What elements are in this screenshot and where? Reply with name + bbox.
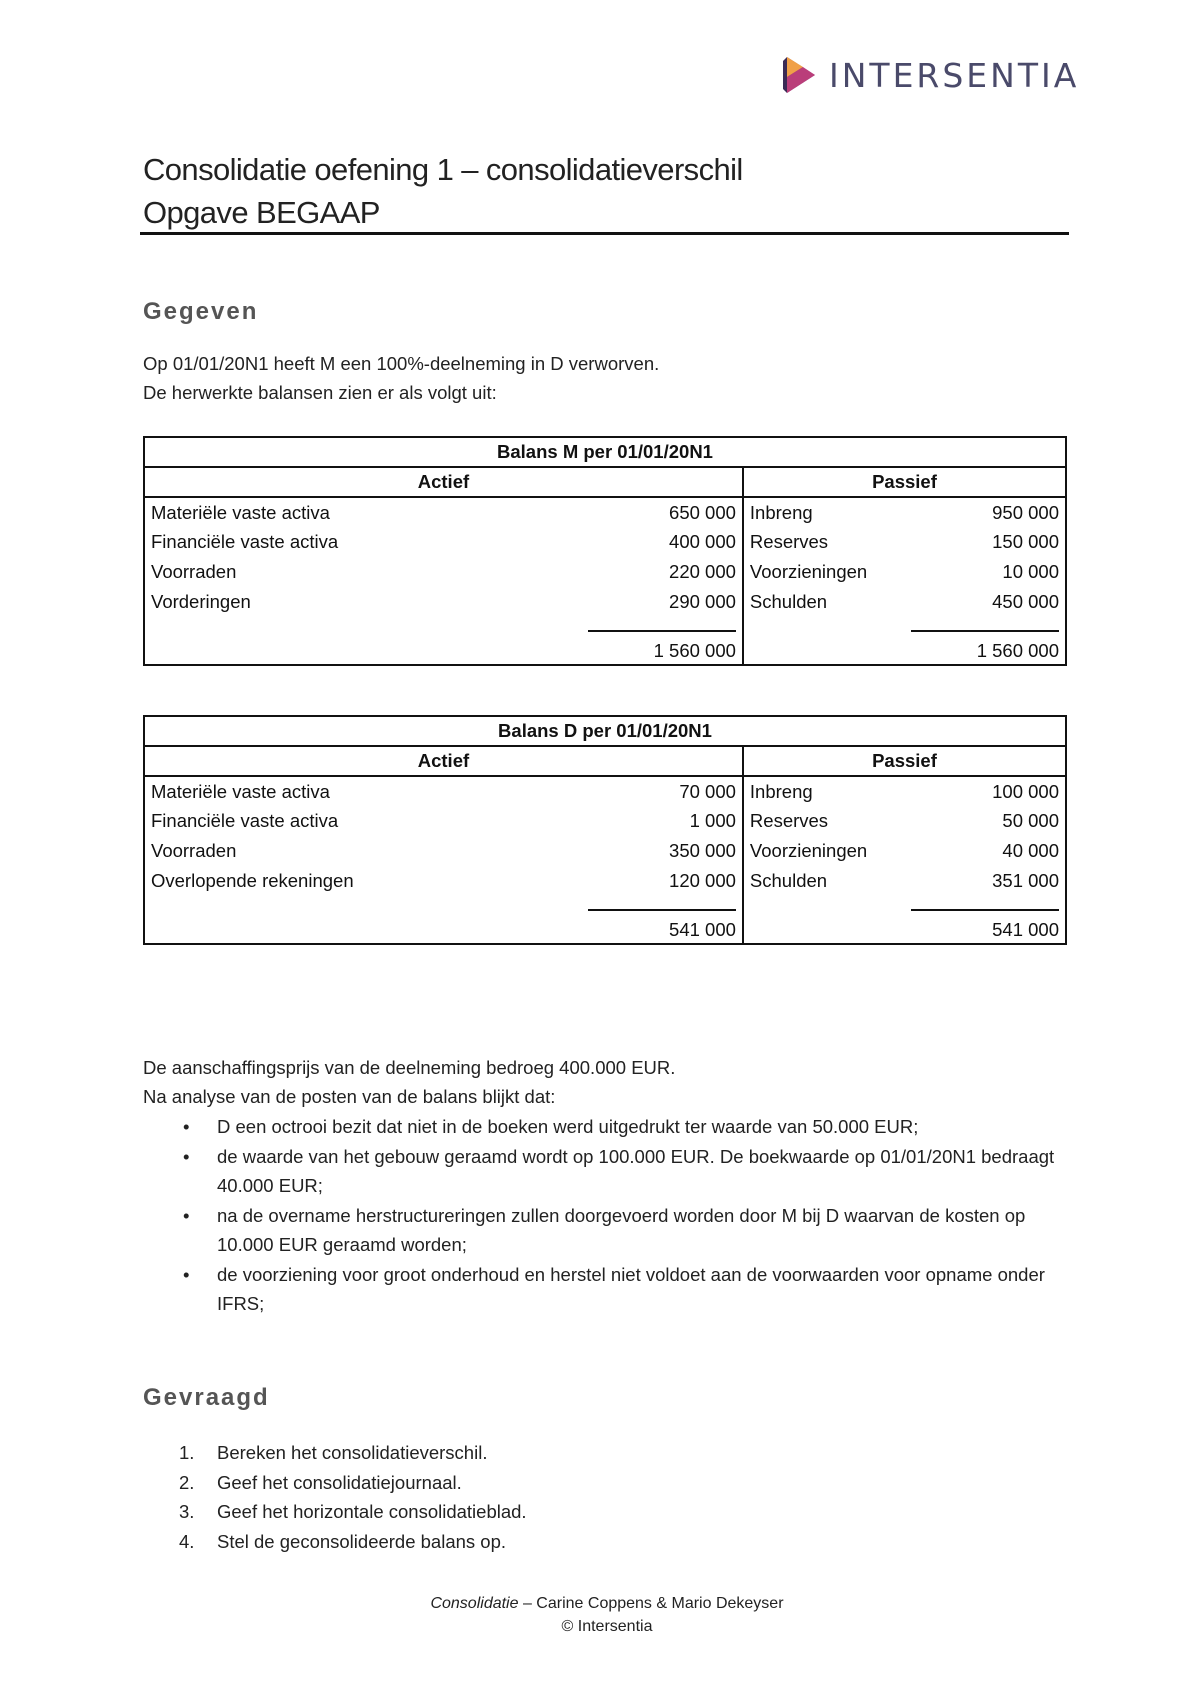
item-number: 2.: [179, 1471, 195, 1493]
passief-value: 10 000: [887, 557, 1066, 587]
heading-gegeven: Gegeven: [143, 298, 259, 325]
actief-value: 650 000: [476, 497, 743, 527]
actief-value: 290 000: [476, 587, 743, 617]
actief-label: Materiële vaste activa: [144, 776, 487, 806]
footer-book-title: Consolidatie: [430, 1595, 519, 1612]
item-text: Bereken het consolidatieverschil.: [217, 1442, 488, 1463]
balance-m-actief-header: Actief: [144, 467, 743, 497]
item-number: 1.: [179, 1442, 195, 1463]
passief-label: Schulden: [749, 591, 828, 612]
passief-value: 150 000: [887, 527, 1066, 557]
passief-label: Inbreng: [749, 780, 813, 802]
list-item: [143, 1260, 1063, 1319]
passief-value: 40 000: [887, 836, 1066, 866]
passief-label: Inbreng: [749, 501, 813, 523]
intersentia-logo: [783, 55, 1079, 95]
intro-line-1: Op 01/01/20N1 heeft M een 100%-deelneming in D verworven.: [143, 353, 660, 374]
logo-text: INTERSENTIA: [829, 55, 1080, 95]
passief-value: 50 000: [887, 806, 1066, 836]
item-text: Geef het horizontale consolidatieblad.: [217, 1501, 527, 1522]
title-line-1: Consolidatie oefening 1 – consolidatieverschil: [143, 152, 743, 187]
list-item: [143, 1112, 1063, 1142]
balance-d-title: Balans D per 01/01/20N1: [144, 716, 1066, 746]
footer-copyright: © Intersentia: [561, 1618, 653, 1635]
bullet-text: na de overname herstructureringen zullen doorgevoerd worden door M bij D waarvan de kosten op 10.000 EUR geraamd worden;: [217, 1204, 1026, 1255]
balance-m-total-passief: 1 560 000: [911, 630, 1059, 662]
bullet-icon: •: [183, 1263, 190, 1285]
actief-value: 400 000: [476, 527, 743, 557]
table-row: [144, 557, 1066, 587]
footer-authors: – Carine Coppens & Mario Dekeyser: [518, 1595, 784, 1612]
actief-label: Voorraden: [144, 557, 476, 587]
analyse-bullet-list: [143, 1112, 1063, 1319]
table-row: [144, 776, 1066, 806]
item-text: Stel de geconsolideerde balans op.: [217, 1530, 507, 1552]
analyse-line-2: Na analyse van de posten van de balans blijkt dat:: [143, 1086, 556, 1107]
item-number: 4.: [179, 1530, 195, 1552]
passief-label: Reserves: [749, 531, 829, 552]
intersentia-logo-icon: [783, 55, 817, 95]
balance-m-passief-header: Passief: [743, 467, 1066, 497]
bullet-text: D een octrooi bezit dat niet in de boeken werd uitgedrukt ter waarde van 50.000 EUR;: [217, 1116, 919, 1137]
heading-gevraagd: Gevraagd: [143, 1384, 270, 1411]
total-row: [144, 617, 1066, 665]
list-item: [143, 1497, 527, 1527]
balance-d-actief-header: Actief: [144, 746, 743, 776]
balance-m-total-actief: 1 560 000: [588, 630, 736, 662]
table-row: [144, 836, 1066, 866]
balance-table-d: [143, 715, 1067, 945]
table-row: [144, 497, 1066, 527]
actief-label: Voorraden: [144, 836, 487, 866]
page-footer: [0, 1592, 1200, 1638]
actief-label: Financiële vaste activa: [144, 527, 476, 557]
table-row: [144, 527, 1066, 557]
actief-label: Materiële vaste activa: [144, 497, 476, 527]
total-row: [144, 896, 1066, 944]
list-item: [143, 1201, 1063, 1260]
actief-value: 220 000: [476, 557, 743, 587]
bullet-icon: •: [183, 1204, 190, 1226]
passief-value: 450 000: [887, 587, 1066, 617]
question-list: [143, 1438, 527, 1556]
passief-label: Schulden: [749, 870, 828, 891]
bullet-icon: •: [183, 1116, 190, 1137]
table-row: [144, 587, 1066, 617]
passief-value: 351 000: [887, 866, 1066, 896]
actief-value: 1 000: [487, 806, 743, 836]
title-divider: [140, 232, 1069, 235]
balance-d-passief-header: Passief: [743, 746, 1066, 776]
passief-label: Voorzieningen: [749, 840, 868, 861]
list-item: [143, 1142, 1063, 1201]
passief-value: 100 000: [887, 776, 1066, 806]
item-text: Geef het consolidatiejournaal.: [217, 1471, 462, 1493]
document-title: [143, 148, 1068, 234]
actief-label: Financiële vaste activa: [144, 806, 487, 836]
analyse-line-1: De aanschaffingsprijs van de deelneming bedroeg 400.000 EUR.: [143, 1057, 676, 1078]
actief-value: 350 000: [487, 836, 743, 866]
passief-label: Reserves: [749, 810, 829, 831]
table-row: [144, 806, 1066, 836]
actief-value: 70 000: [487, 776, 743, 806]
balance-d-total-passief: 541 000: [911, 909, 1059, 941]
item-number: 3.: [179, 1501, 195, 1522]
list-item: [143, 1468, 527, 1498]
actief-value: 120 000: [487, 866, 743, 896]
balance-m-title: Balans M per 01/01/20N1: [144, 437, 1066, 467]
table-row: [144, 866, 1066, 896]
bullet-text: de voorziening voor groot onderhoud en herstel niet voldoet aan de voorwaarden voor opname onder IFRS;: [217, 1263, 1045, 1314]
intro-line-2: De herwerkte balansen zien er als volgt uit:: [143, 382, 497, 403]
list-item: [143, 1527, 527, 1557]
list-item: [143, 1438, 527, 1468]
balance-d-total-actief: 541 000: [588, 909, 736, 941]
bullet-icon: •: [183, 1145, 190, 1167]
passief-value: 950 000: [887, 497, 1066, 527]
actief-label: Vorderingen: [144, 587, 476, 617]
title-line-2: Opgave BEGAAP: [143, 195, 380, 230]
balance-table-m: [143, 436, 1067, 666]
bullet-text: de waarde van het gebouw geraamd wordt op 100.000 EUR. De boekwaarde op 01/01/20N1 bedraagt 40.000 EUR;: [217, 1145, 1055, 1196]
actief-label: Overlopende rekeningen: [144, 866, 487, 896]
passief-label: Voorzieningen: [749, 561, 868, 582]
